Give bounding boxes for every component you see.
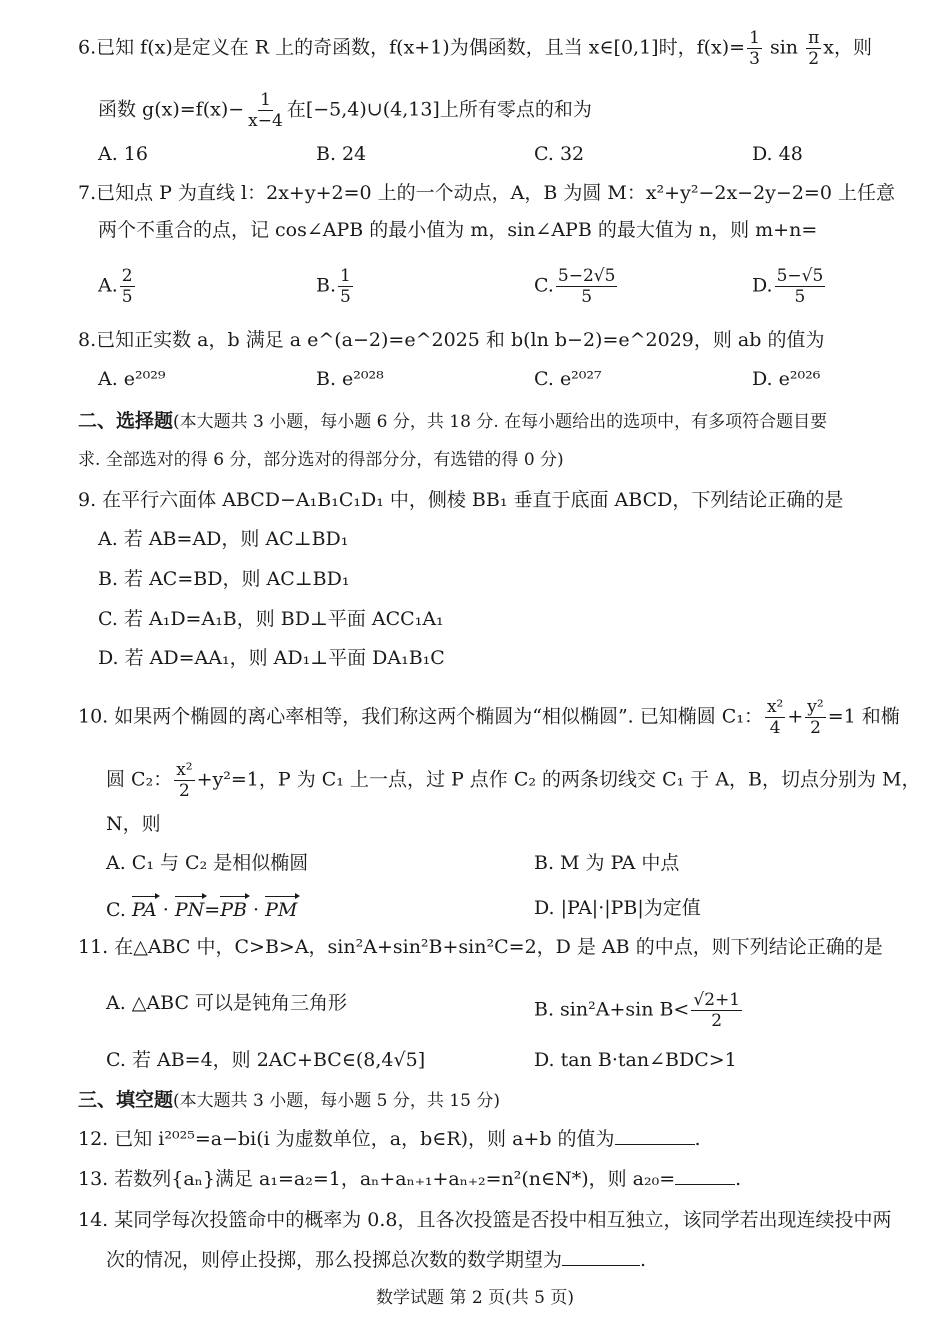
q6-stem-part1: 6.已知 f(x)是定义在 R 上的奇函数，f(x+1)为偶函数，且当 x∈[0,1]时，f(x)=: [78, 36, 746, 59]
option-fraction: [120, 266, 135, 307]
fraction-numerator: √2+1: [693, 990, 741, 1010]
fraction-numerator: π: [808, 28, 820, 48]
q7-line2: 两个不重合的点，记 cos∠APB 的最小值为 m，sin∠APB 的最大值为 n，则 m+n=: [98, 219, 818, 241]
period: .: [694, 1128, 701, 1150]
period: .: [640, 1249, 647, 1271]
q11-option-c: C. 若 AB=4，则 2AC+BC∈(8,4√5]: [106, 1049, 426, 1071]
q8-option-b: B. e²⁰²⁸: [316, 368, 384, 390]
q9-option-c: C. 若 A₁D=A₁B，则 BD⊥平面 ACC₁A₁: [98, 608, 444, 630]
q7-option-a: [98, 266, 137, 307]
q6-g-interval: 在[−5,4)∪(4,13]上所有零点的和为: [286, 98, 592, 121]
q7-option-d: [752, 266, 827, 307]
option-label: C.: [106, 899, 126, 921]
q10-option-a: A. C₁ 与 C₂ 是相似椭圆: [106, 852, 309, 874]
fraction-numerator: 5−2√5: [557, 266, 616, 286]
q9-stem: 9. 在平行六面体 ABCD−A₁B₁C₁D₁ 中，侧棱 BB₁ 垂直于底面 ABCD，下列结论正确的是: [78, 489, 844, 511]
option-fraction: [338, 266, 353, 307]
section2-header: [78, 408, 932, 435]
page-footer: 数学试题 第 2 页(共 5 页): [376, 1288, 574, 1308]
q6-option-b: B. 24: [316, 143, 367, 165]
q9-option-b: B. 若 AC=BD，则 AC⊥BD₁: [98, 568, 350, 590]
section-description: (本大题共 3 小题，每小题 6 分，共 18 分. 在每小题给出的选项中，有多项符合题目要: [173, 412, 828, 432]
q13-stem: 13. 若数列{aₙ}满足 a₁=a₂=1，aₙ+aₙ₊₁+aₙ₊₂=n²(n∈N*)，则 a₂₀=: [78, 1168, 676, 1190]
period: .: [735, 1168, 742, 1190]
answer-blank[interactable]: [615, 1126, 695, 1145]
fraction-denominator: 5: [581, 287, 593, 307]
q14-stem: 次的情况，则停止投掷，那么投掷总次数的数学期望为: [106, 1249, 563, 1271]
fraction-numerator: 2: [121, 266, 133, 286]
section3-header: [78, 1087, 932, 1114]
vector-pn: PN: [175, 893, 204, 923]
dot-operator: ·: [253, 899, 260, 921]
q10-stem-part1: 10. 如果两个椭圆的离心率相等，我们称这两个椭圆为“相似椭圆”. 已知椭圆 C₁：: [78, 705, 763, 728]
fraction-numerator: 1: [749, 28, 760, 48]
answer-blank[interactable]: [675, 1166, 735, 1185]
q6-option-c: C. 32: [534, 143, 585, 165]
q10-option-d: D. |PA|·|PB|为定值: [534, 897, 701, 919]
q10-ellipse2-label: 圆 C₂：: [106, 768, 173, 791]
q13-line: [78, 1166, 932, 1192]
vector-pb: PB: [220, 893, 247, 923]
q12-stem: 12. 已知 i²⁰²⁵=a−bi(i 为虚数单位，a，b∈R)，则 a+b 的值为: [78, 1128, 615, 1150]
fraction-denominator: 4: [769, 718, 781, 738]
equals-sign: =: [204, 899, 221, 921]
q11-option-b: [534, 990, 744, 1031]
q10-option-c: [106, 893, 297, 923]
fraction-denominator: 2: [711, 1011, 723, 1031]
option-label: B.: [316, 274, 337, 297]
q6-option-a: A. 16: [98, 143, 148, 165]
q6-sin: sin: [769, 36, 799, 59]
q7-option-c: [534, 266, 619, 307]
fraction-numerator: 1: [340, 266, 351, 286]
q8-option-c: C. e²⁰²⁷: [534, 368, 602, 390]
vector-pa: PA: [132, 893, 157, 923]
option-label: A.: [98, 274, 118, 297]
fraction-denominator: 2: [810, 718, 821, 738]
section2-desc2: [78, 446, 932, 473]
q10-stem-part3: +y²=1，P 为 C₁ 上一点，过 P 点作 C₂ 的两条切线交 C₁ 于 A，B，切点分别为 M，: [196, 768, 921, 791]
q6-option-d: D. 48: [752, 143, 803, 165]
q12-line: [78, 1126, 932, 1152]
fraction-denominator: x−4: [248, 111, 283, 131]
q6-line2: [98, 90, 932, 131]
section-description: (本大题共 3 小题，每小题 5 分，共 15 分): [173, 1091, 500, 1111]
q11-option-d: D. tan B·tan∠BDC>1: [534, 1049, 737, 1071]
fraction-numerator: 1: [260, 90, 271, 110]
q10-ellipse2-x: [174, 760, 194, 801]
q10-ellipse1-x: [765, 697, 785, 738]
option-fraction: [775, 266, 826, 307]
q6-line1: [78, 28, 932, 69]
option-label: D.: [752, 274, 773, 297]
fraction-denominator: 5: [794, 287, 806, 307]
q6-stem-part2: x，则: [823, 36, 872, 59]
fraction-numerator: y²: [807, 697, 824, 717]
q11-stem: 11. 在△ABC 中，C>B>A，sin²A+sin²B+sin²C=2，D 是 AB 的中点，则下列结论正确的是: [78, 936, 883, 958]
fraction-denominator: 5: [340, 287, 351, 307]
q7-line1: 7.已知点 P 为直线 l：2x+y+2=0 上的一个动点，A，B 为圆 M：x²+y²−2x−2y−2=0 上任意: [78, 182, 895, 204]
answer-blank[interactable]: [562, 1247, 640, 1266]
q8-option-d: D. e²⁰²⁶: [752, 368, 821, 390]
fraction-numerator: 5−√5: [776, 266, 824, 286]
q11-option-b-text: B. sin²A+sin B<: [534, 998, 690, 1021]
vector-pm: PM: [265, 893, 297, 923]
q14-line1: 14. 某同学每次投篮命中的概率为 0.8，且各次投篮是否投中相互独立，该同学若出现连续投中两: [78, 1209, 892, 1231]
q6-coef-fraction: [747, 28, 762, 69]
dot-operator: ·: [162, 899, 169, 921]
q10-line3: N，则: [106, 813, 161, 835]
q6-pi-fraction: [806, 28, 821, 69]
q10-line1: [78, 697, 932, 738]
q10-ellipse1-y: [805, 697, 825, 738]
fraction-denominator: 2: [178, 781, 190, 801]
fraction-numerator: x²: [176, 760, 193, 780]
q6-g-definition: 函数 g(x)=f(x)−: [98, 98, 245, 121]
q14-line2: [106, 1247, 932, 1273]
section-title: 二、选择题: [78, 410, 174, 432]
fraction-denominator: 2: [808, 49, 820, 69]
q9-option-a: A. 若 AB=AD，则 AC⊥BD₁: [98, 528, 349, 550]
q9-option-d: D. 若 AD=AA₁，则 AD₁⊥平面 DA₁B₁C: [98, 647, 445, 669]
option-fraction: [691, 990, 742, 1031]
q10-line2: [106, 760, 932, 801]
q10-option-b: B. M 为 PA 中点: [534, 852, 680, 874]
section-description: 求. 全部选对的得 6 分，部分选对的得部分分，有选错的得 0 分): [78, 450, 564, 470]
q8-option-a: A. e²⁰²⁹: [98, 368, 166, 390]
q11-option-a: A. △ABC 可以是钝角三角形: [106, 992, 348, 1014]
q8-line1: 8.已知正实数 a，b 满足 a e^(a−2)=e^2025 和 b(ln b−2)=e^2029，则 ab 的值为: [78, 329, 825, 351]
section-title: 三、填空题: [78, 1089, 174, 1111]
option-fraction: [556, 266, 618, 307]
plus-sign: +: [787, 705, 804, 728]
fraction-denominator: 3: [749, 49, 760, 69]
fraction-denominator: 5: [121, 287, 133, 307]
q7-option-b: [316, 266, 355, 307]
option-label: C.: [534, 274, 554, 297]
fraction-numerator: x²: [766, 697, 784, 717]
q6-g-fraction: [246, 90, 285, 131]
q10-stem-part2: =1 和椭: [827, 705, 900, 728]
